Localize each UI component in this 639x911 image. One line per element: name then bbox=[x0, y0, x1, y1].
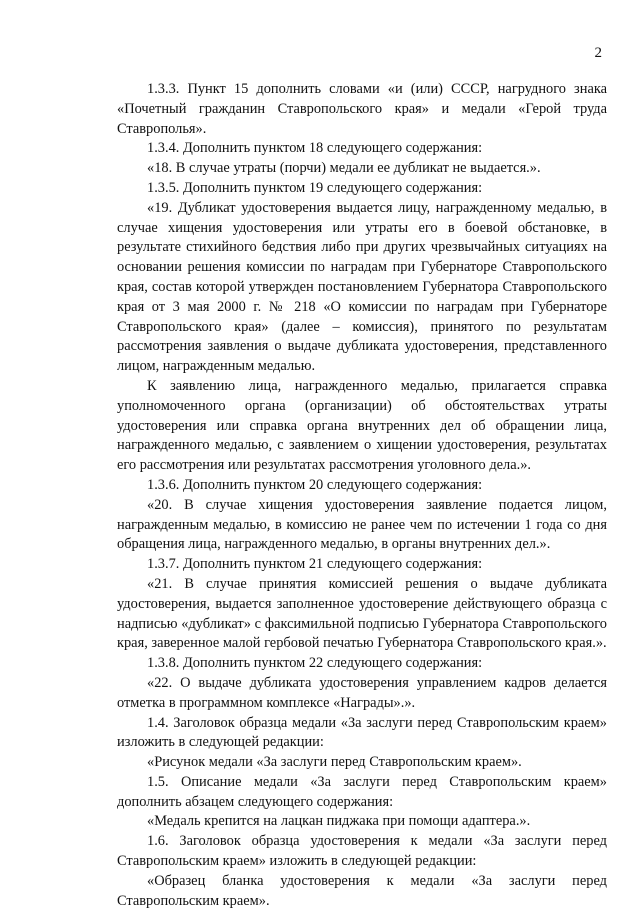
paragraph: 1.3.5. Дополнить пунктом 19 следующего содержания: bbox=[147, 179, 483, 196]
paragraph: 1.3.4. Дополнить пунктом 18 следующего содержания: bbox=[147, 140, 483, 157]
paragraph: 1.3.3. Пункт 15 дополнить словами «и (или) СССР, нагрудного знака «Почетный гражданин Ставропольского края» и медали «Герой труда Ставрополья». bbox=[117, 81, 607, 137]
paragraph: 1.3.8. Дополнить пунктом 22 следующего содержания: bbox=[147, 655, 483, 672]
paragraph: «21. В случае принятия комиссией решения о выдаче дубликата удостоверения, выдается заполненное удостоверение действующего образца с надписью «дубликат» с факсимильной подписью Губернатора Ставропольского края, заверенное малой гербовой печатью Губернатора Ставропольского края.». bbox=[117, 575, 607, 652]
paragraph: 1.4. Заголовок образца медали «За заслуги перед Ставропольским краем» изложить в следующей редакции: bbox=[117, 714, 607, 751]
paragraph: «22. О выдаче дубликата удостоверения управлением кадров делается отметка в программном комплексе «Награды».». bbox=[117, 674, 607, 711]
paragraph: «Образец бланка удостоверения к медали «За заслуги перед Ставропольским краем». bbox=[117, 872, 607, 909]
paragraph: 1.3.7. Дополнить пунктом 21 следующего содержания: bbox=[147, 556, 483, 573]
paragraph: «Медаль крепится на лацкан пиджака при помощи адаптера.». bbox=[147, 813, 531, 830]
paragraph: 1.5. Описание медали «За заслуги перед Ставропольским краем» дополнить абзацем следующего содержания: bbox=[117, 773, 607, 810]
page-number: 2 bbox=[594, 45, 602, 61]
paragraph: «20. В случае хищения удостоверения заявление подается лицом, награжденным медалью, в комиссию не ранее чем по истечении 1 года со дня обращения лица, награжденного медалью, в органы внутренних дел.». bbox=[117, 496, 607, 553]
paragraph: «19. Дубликат удостоверения выдается лицу, награжденному медалью, в случае хищения удостоверения или утраты его в боевой обстановке, в результате стихийного бедствия либо при других чрезвычайных ситуациях на основании решения комиссии по наградам при Губернаторе Ставропольского края, состав которой утвержден постановлением Губернатора Ставропольского края от 3 мая 2000 г. № 218 «О комиссии по наградам при Губернаторе Ставропольского края» (далее – комиссия), принятого по результатам рассмотрения заявления о выдаче дубликата удостоверения, представленного лицом, награжденным медалью. bbox=[117, 199, 607, 375]
paragraph: «Рисунок медали «За заслуги перед Ставропольским краем». bbox=[147, 754, 522, 771]
paragraph: «18. В случае утраты (порчи) медали ее дубликат не выдается.». bbox=[147, 160, 541, 177]
paragraph: 1.3.6. Дополнить пунктом 20 следующего содержания: bbox=[147, 476, 483, 493]
paragraph: К заявлению лица, награжденного медалью, прилагается справка уполномоченного органа (организации) об обстоятельствах утраты удостоверения или справка органа внутренних дел об обращении лица, награжденного медалью, с заявлением о хищении удостоверения, результатах его рассмотрения или результатах рассмотрения уголовного дела.». bbox=[117, 377, 607, 474]
paragraph: 1.6. Заголовок образца удостоверения к медали «За заслуги перед Ставропольским краем» изложить в следующей редакции: bbox=[117, 833, 607, 870]
document-body bbox=[117, 80, 607, 911]
